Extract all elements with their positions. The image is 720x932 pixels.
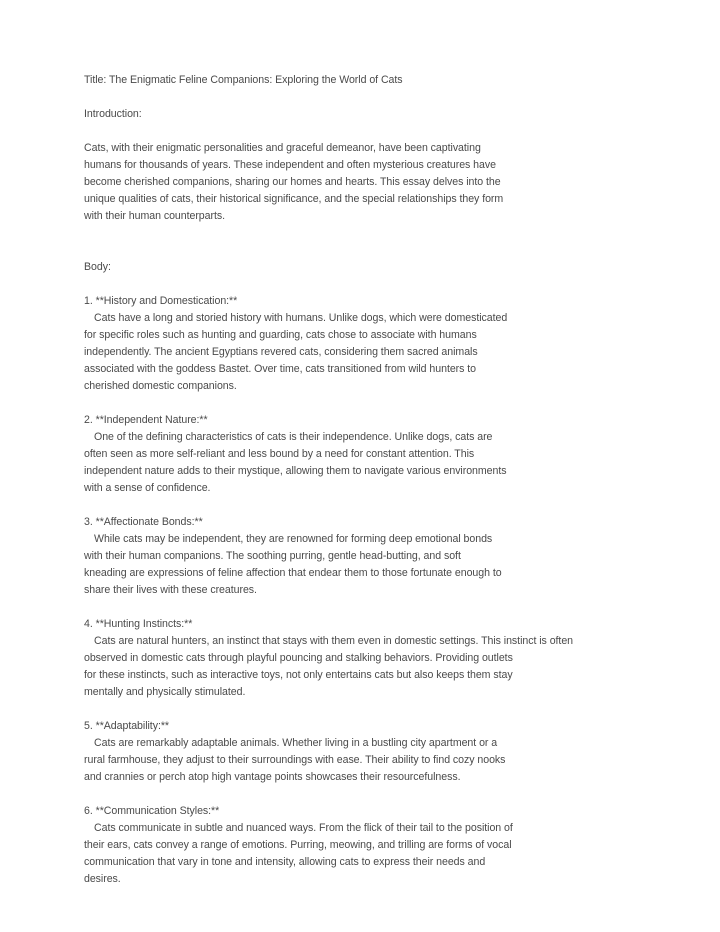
paragraph-line: share their lives with these creatures. (84, 584, 257, 596)
paragraph-line: unique qualities of cats, their historical significance, and the special relationships they form (84, 193, 504, 205)
paragraph-line: with a sense of confidence. (84, 482, 211, 494)
paragraph-line: their ears, cats convey a range of emotions. Purring, meowing, and trilling are forms of vocal (84, 839, 512, 851)
spacer (84, 599, 644, 616)
document-page (84, 72, 644, 888)
paragraph-line: kneading are expressions of feline affection that endear them to those fortunate enough to (84, 567, 502, 579)
section-history (84, 293, 644, 395)
section-independent-nature (84, 412, 644, 497)
paragraph-line: desires. (84, 873, 121, 885)
paragraph-line: become cherished companions, sharing our homes and hearts. This essay delves into the (84, 176, 501, 188)
paragraph-line: Cats communicate in subtle and nuanced ways. From the flick of their tail to the position of (94, 822, 513, 834)
introduction-paragraph (84, 140, 644, 225)
paragraph-line: associated with the goddess Bastet. Over time, cats transitioned from wild hunters to (84, 363, 477, 375)
document-title: Title: The Enigmatic Feline Companions: Exploring the World of Cats (84, 74, 403, 86)
section-heading: 3. **Affectionate Bonds:** (84, 516, 203, 528)
section-heading: 1. **History and Domestication:** (84, 295, 238, 307)
section-hunting-instincts (84, 616, 644, 701)
spacer (84, 786, 644, 803)
paragraph-line: Cats are remarkably adaptable animals. Whether living in a bustling city apartment or a (94, 737, 498, 749)
paragraph-line: Cats, with their enigmatic personalities and graceful demeanor, have been captivating (84, 142, 481, 154)
spacer (84, 123, 644, 140)
section-heading: 6. **Communication Styles:** (84, 805, 220, 817)
paragraph-line: Cats are natural hunters, an instinct that stays with them even in domestic settings. This instinct is often (94, 635, 574, 647)
body-heading: Body: (84, 261, 111, 273)
paragraph-line: Cats have a long and storied history with humans. Unlike dogs, which were domesticated (94, 312, 508, 324)
spacer (84, 276, 644, 293)
paragraph-line: for these instincts, such as interactive toys, not only entertains cats but also keeps them stay (84, 669, 513, 681)
introduction-heading: Introduction: (84, 108, 142, 120)
section-adaptability (84, 718, 644, 786)
spacer (84, 89, 644, 106)
paragraph-line: often seen as more self-reliant and less bound by a need for constant attention. This (84, 448, 475, 460)
spacer (84, 395, 644, 412)
section-affectionate-bonds (84, 514, 644, 599)
paragraph-line: observed in domestic cats through playful pouncing and stalking behaviors. Providing outlets (84, 652, 513, 664)
paragraph-line: and crannies or perch atop high vantage points showcases their resourcefulness. (84, 771, 461, 783)
section-heading: 2. **Independent Nature:** (84, 414, 208, 426)
spacer (84, 225, 644, 242)
paragraph-line: cherished domestic companions. (84, 380, 237, 392)
spacer (84, 701, 644, 718)
paragraph-line: mentally and physically stimulated. (84, 686, 246, 698)
paragraph-line: independently. The ancient Egyptians revered cats, considering them sacred animals (84, 346, 478, 358)
paragraph-line: humans for thousands of years. These independent and often mysterious creatures have (84, 159, 496, 171)
paragraph-line: with their human companions. The soothing purring, gentle head-butting, and soft (84, 550, 461, 562)
paragraph-line: One of the defining characteristics of cats is their independence. Unlike dogs, cats are (94, 431, 493, 443)
paragraph-line: independent nature adds to their mystique, allowing them to navigate various environments (84, 465, 507, 477)
paragraph-line: rural farmhouse, they adjust to their surroundings with ease. Their ability to find cozy nooks (84, 754, 506, 766)
section-heading: 5. **Adaptability:** (84, 720, 169, 732)
section-communication-styles (84, 803, 644, 888)
paragraph-line: While cats may be independent, they are renowned for forming deep emotional bonds (94, 533, 493, 545)
paragraph-line: for specific roles such as hunting and guarding, cats chose to associate with humans (84, 329, 477, 341)
spacer (84, 242, 644, 259)
section-heading: 4. **Hunting Instincts:** (84, 618, 193, 630)
spacer (84, 497, 644, 514)
paragraph-line: with their human counterparts. (84, 210, 225, 222)
paragraph-line: communication that vary in tone and intensity, allowing cats to express their needs and (84, 856, 486, 868)
